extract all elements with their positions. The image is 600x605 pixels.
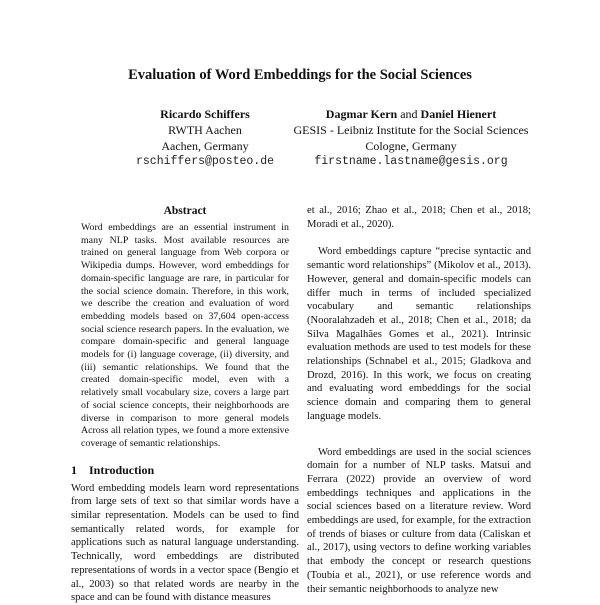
abstract-heading: Abstract <box>163 205 207 217</box>
abstract-text: Word embeddings are an essential instrument in many NLP tasks. Most available resources are trained on general language from Web corpora or Wikipedia dumps. However, word embeddings for domain-specific language are rare, in particular for the social science domain. Therefore, in this work, we describe the creation and evaluation of word embedding models based on 37,604 open-access social science research papers. In the evaluation, we compare domain-specific and general language models for (i) language coverage, (ii) diversity, and (iii) semantic relationships. We found that the created domain-specific model, even with a relatively small vocabulary size, covers a large part of social science concepts, their neighborhoods are diverse in comparison to more general models Across all relation types, we found a more extensive coverage of semantic relationships. <box>81 222 289 449</box>
left-column <box>71 204 299 605</box>
section-title: Introduction <box>89 462 155 477</box>
author-location: Aachen, Germany <box>161 139 249 153</box>
author-block-1 <box>120 106 290 170</box>
author-name: Ricardo Schiffers <box>160 107 250 121</box>
author-block-2 <box>292 106 530 170</box>
author-name: Daniel Hienert <box>420 107 497 121</box>
right-column <box>307 204 531 596</box>
author-names <box>292 106 530 122</box>
author-location: Cologne, Germany <box>365 139 457 153</box>
introduction-paragraph-1: Word embedding models learn word representations from large sets of text so that similar words have a similar representation. Models can be used to find semantically related words, for example for applications such as natural language understanding. Technically, word embeddings are distributed representations of words in a vector space (Bengio et al., 2003) so that related words are nearby in the space and can be found with distance measures <box>71 482 299 604</box>
author-email: firstname.lastname@gesis.org <box>314 155 508 168</box>
paragraph-continuation: et al., 2016; Zhao et al., 2018; Chen et al., 2018; Moradi et al., 2020). <box>307 205 531 230</box>
section-number: 1 <box>71 462 77 477</box>
author-email: rschiffers@posteo.de <box>135 155 275 168</box>
author-name: Dagmar Kern <box>325 107 398 121</box>
introduction-paragraph-3: Word embeddings are used in the social sciences domain for a number of NLP tasks. Matsui and Ferrara (2022) provide an overview of word embeddings techniques and applications in the social sciences based on a literature review. Word embeddings are used, for example, for the extraction of trends of biases or culture from data (Caliskan et al., 2017), using vectors to define working variables that embody the concept or research questions (Toubia et al., 2021), or use reference words and their semantic neighborhoods to analyze new <box>307 446 531 595</box>
author-affiliation: GESIS - Leibniz Institute for the Social Sciences <box>293 123 529 137</box>
introduction-paragraph-2: Word embeddings capture “precise syntactic and semantic word relationships” (Mikolov et al., 2013). However, general and domain-specific models can differ much in terms of included specialized vocabulary and semantic relationships (Nooralahzadeh et al., 2018; Chen et al., 2018; da Silva Magalhães Gomes et al., 2021). Intrinsic evaluation methods are used to test models for these relationships (Schnabel et al., 2015; Gladkova and Drozd, 2016). In this work, we focus on creating and evaluating word embeddings for the social science domain and comparing them to general language models. <box>307 246 531 422</box>
author-affiliation: RWTH Aachen <box>168 123 242 137</box>
section-heading-introduction <box>71 463 299 477</box>
paper-title: Evaluation of Word Embeddings for the Social Sciences <box>128 67 472 83</box>
author-conjunction: and <box>400 107 418 121</box>
